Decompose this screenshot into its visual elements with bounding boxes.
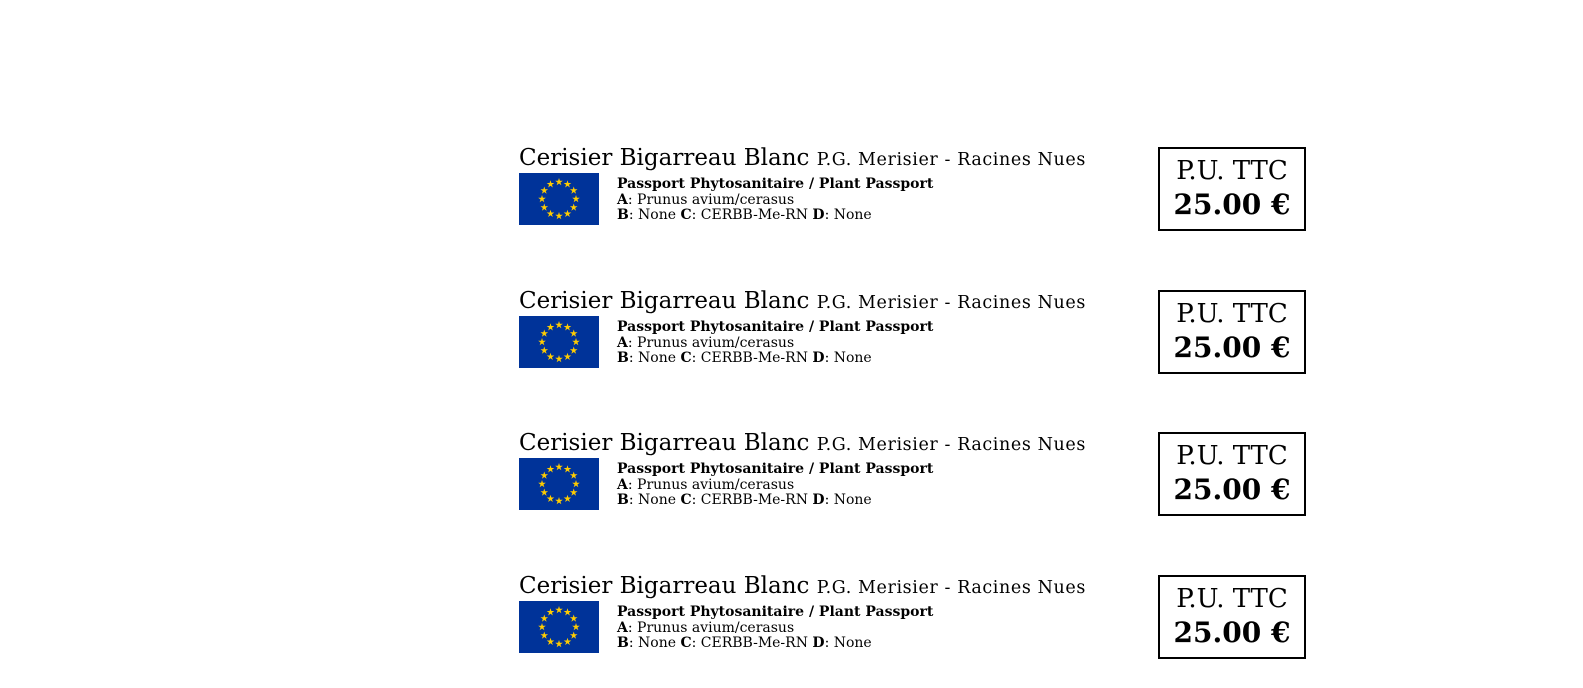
passport-line-a <box>617 193 933 209</box>
plant-name: Cerisier Bigarreau Blanc <box>519 288 810 314</box>
price-amount: 25.00 € <box>1173 188 1291 221</box>
passport-header: Passport Phytosanitaire / Plant Passport <box>617 461 934 477</box>
passport-key-d: D <box>812 492 825 509</box>
plant-label <box>519 431 1306 543</box>
passport-line-bcd <box>617 351 933 367</box>
passport-value-b: : None <box>628 207 681 224</box>
passport-header: Passport Phytosanitaire / Plant Passport <box>617 319 934 335</box>
passport-line-a <box>617 478 933 494</box>
eu-flag-icon <box>519 458 599 510</box>
rootstock-info: P.G. Merisier - Racines Nues <box>816 293 1086 313</box>
passport-key-b: B <box>617 492 629 509</box>
plant-passport-block <box>617 458 933 509</box>
passport-key-b: B <box>617 635 629 652</box>
passport-line-a <box>617 621 933 637</box>
passport-value-a: : Prunus avium/cerasus <box>627 334 795 351</box>
passport-line-bcd <box>617 208 933 224</box>
passport-value-c: : CERBB-Me-RN <box>691 492 813 509</box>
plant-name: Cerisier Bigarreau Blanc <box>519 573 810 599</box>
passport-key-a: A <box>617 191 628 208</box>
passport-value-c: : CERBB-Me-RN <box>691 207 813 224</box>
passport-key-d: D <box>812 207 825 224</box>
passport-value-a: : Prunus avium/cerasus <box>627 191 795 208</box>
passport-header: Passport Phytosanitaire / Plant Passport <box>617 604 934 620</box>
plant-label <box>519 146 1306 258</box>
passport-key-b: B <box>617 207 629 224</box>
passport-key-d: D <box>812 350 825 367</box>
plant-label <box>519 289 1306 401</box>
passport-value-b: : None <box>628 492 681 509</box>
price-amount: 25.00 € <box>1173 331 1291 364</box>
plant-label <box>519 574 1306 686</box>
passport-key-b: B <box>617 350 629 367</box>
plant-name: Cerisier Bigarreau Blanc <box>519 145 810 171</box>
passport-header: Passport Phytosanitaire / Plant Passport <box>617 176 934 192</box>
passport-line-bcd <box>617 636 933 652</box>
price-unit-label: P.U. TTC <box>1176 156 1288 186</box>
plant-passport-block <box>617 316 933 367</box>
price-box <box>1158 432 1306 516</box>
passport-value-c: : CERBB-Me-RN <box>691 350 813 367</box>
passport-value-d: : None <box>824 635 872 652</box>
passport-key-a: A <box>617 476 628 493</box>
price-amount: 25.00 € <box>1173 616 1291 649</box>
price-box <box>1158 575 1306 659</box>
rootstock-info: P.G. Merisier - Racines Nues <box>816 435 1086 455</box>
plant-passport-block <box>617 601 933 652</box>
passport-value-d: : None <box>824 207 872 224</box>
rootstock-info: P.G. Merisier - Racines Nues <box>816 578 1086 598</box>
passport-key-a: A <box>617 334 628 351</box>
passport-line-bcd <box>617 493 933 509</box>
passport-value-d: : None <box>824 350 872 367</box>
price-amount: 25.00 € <box>1173 473 1291 506</box>
passport-value-b: : None <box>628 635 681 652</box>
price-unit-label: P.U. TTC <box>1176 441 1288 471</box>
price-box <box>1158 147 1306 231</box>
passport-line-a <box>617 336 933 352</box>
passport-value-c: : CERBB-Me-RN <box>691 635 813 652</box>
passport-key-a: A <box>617 619 628 636</box>
eu-flag-icon <box>519 601 599 653</box>
passport-key-c: C <box>680 350 692 367</box>
eu-flag-icon <box>519 173 599 225</box>
passport-value-a: : Prunus avium/cerasus <box>627 619 795 636</box>
passport-value-a: : Prunus avium/cerasus <box>627 476 795 493</box>
price-unit-label: P.U. TTC <box>1176 584 1288 614</box>
passport-key-c: C <box>680 207 692 224</box>
price-box <box>1158 290 1306 374</box>
rootstock-info: P.G. Merisier - Racines Nues <box>816 150 1086 170</box>
price-unit-label: P.U. TTC <box>1176 299 1288 329</box>
passport-key-d: D <box>812 635 825 652</box>
passport-value-b: : None <box>628 350 681 367</box>
plant-name: Cerisier Bigarreau Blanc <box>519 430 810 456</box>
passport-value-d: : None <box>824 492 872 509</box>
eu-flag-icon <box>519 316 599 368</box>
plant-passport-block <box>617 173 933 224</box>
passport-key-c: C <box>680 492 692 509</box>
passport-key-c: C <box>680 635 692 652</box>
